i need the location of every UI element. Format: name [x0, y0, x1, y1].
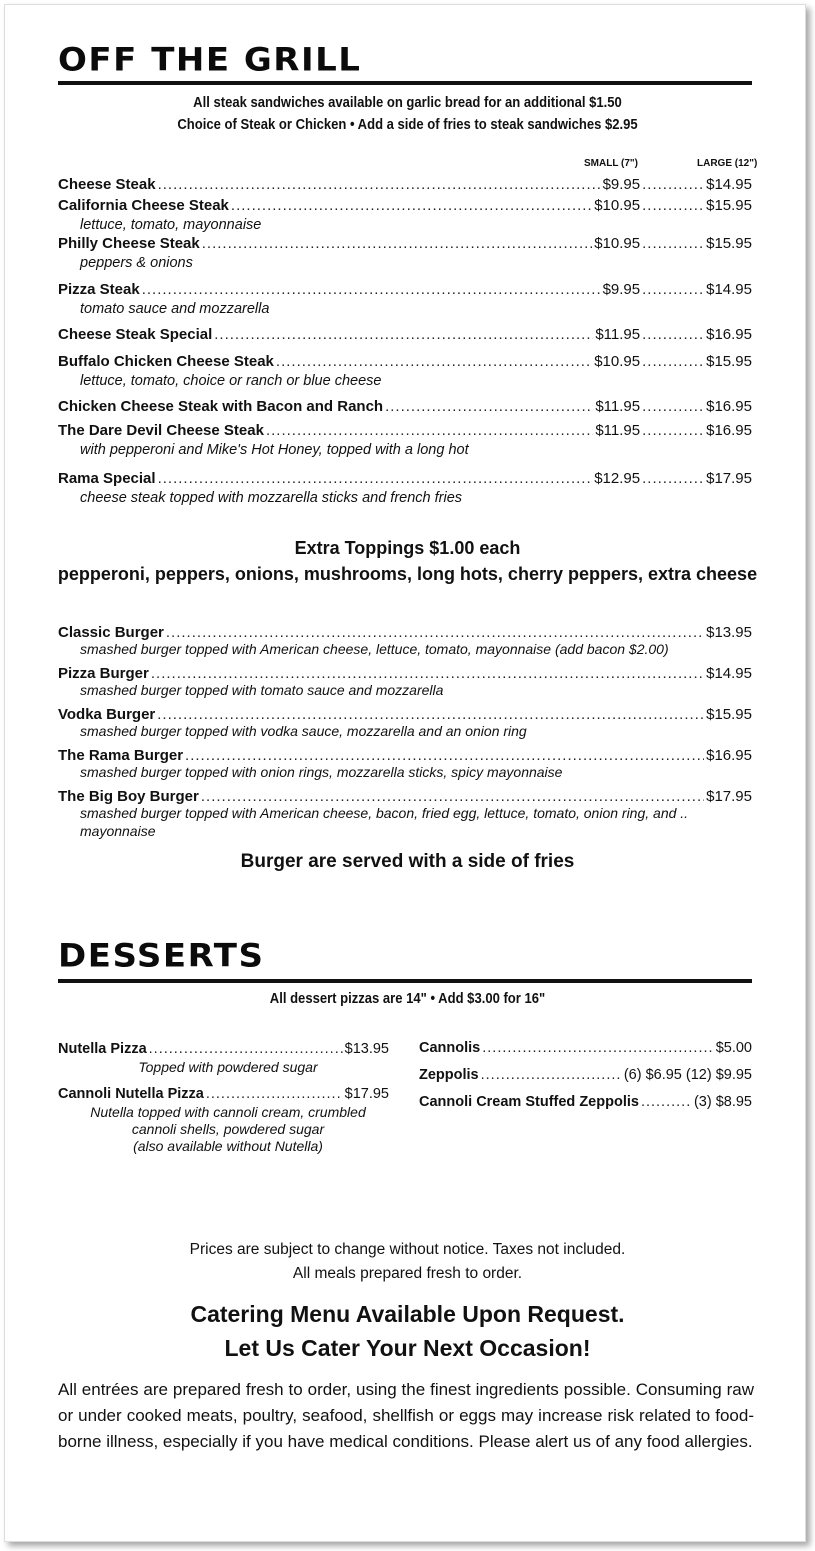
dessert-item-name: Zeppolis [419, 1067, 479, 1083]
grill-item-row [58, 353, 752, 370]
grill-item-small-price: $10.95 [594, 197, 641, 214]
grill-item-small-price: $11.95 [595, 398, 641, 415]
grill-item-name: The Dare Devil Cheese Steak [58, 422, 264, 439]
grill-item-row [58, 281, 752, 298]
dot-leader [166, 624, 704, 641]
grill-item-small-price: $10.95 [594, 235, 641, 252]
grill-item-large-price: $15.95 [706, 197, 752, 214]
burger-item-price: $14.95 [706, 665, 752, 682]
fresh-note: All meals prepared fresh to order. [292, 1265, 523, 1282]
dot-leader [157, 706, 704, 723]
dot-leader [642, 422, 704, 439]
dot-leader [642, 197, 704, 214]
desserts-title: DESSERTS [58, 937, 265, 975]
dessert-item-description: (also available without Nutella) [133, 1138, 323, 1154]
burger-item-price: $13.95 [706, 624, 752, 641]
dot-leader [642, 281, 704, 298]
grill-item-small-price: $12.95 [594, 470, 641, 487]
dessert-item-description: cannoli shells, powdered sugar [131, 1121, 325, 1137]
burger-item-row [58, 706, 752, 723]
grill-item-name: Cheese Steak Special [58, 326, 213, 343]
dot-leader [142, 281, 601, 298]
grill-item-name: California Cheese Steak [58, 197, 229, 214]
grill-item-description: lettuce, tomato, mayonnaise [80, 217, 262, 233]
size-small-header: SMALL (7") [584, 158, 638, 169]
prices-note: Prices are subject to change without notice. Taxes not included. [189, 1241, 626, 1258]
grill-item-name: Chicken Cheese Steak with Bacon and Ranch [58, 398, 384, 415]
burger-fries-note: Burger are served with a side of fries [240, 851, 575, 872]
burger-item-name: Vodka Burger [58, 706, 156, 723]
dot-leader [385, 398, 593, 415]
grill-item-name: Buffalo Chicken Cheese Steak [58, 353, 274, 370]
burger-item-row [58, 624, 752, 641]
burger-item-name: The Rama Burger [58, 747, 184, 764]
dessert-item-name: Cannoli Cream Stuffed Zeppolis [419, 1094, 639, 1110]
dot-leader [214, 326, 593, 343]
dot-leader [202, 235, 592, 252]
toppings-title: Extra Toppings $1.00 each [294, 538, 521, 558]
dot-leader [642, 176, 704, 193]
dot-leader [642, 398, 704, 415]
dessert-item-description: Topped with powdered sugar [138, 1059, 318, 1075]
dot-leader [641, 1094, 692, 1110]
grill-item-name: Cheese Steak [58, 176, 156, 193]
dessert-item-row [419, 1094, 752, 1110]
grill-item-large-price: $14.95 [706, 281, 752, 298]
burger-item-name: The Big Boy Burger [58, 788, 199, 805]
dot-leader [231, 197, 592, 214]
dot-leader [481, 1067, 622, 1083]
dessert-item-price: $5.00 [715, 1040, 752, 1056]
burger-item-description: smashed burger topped with vodka sauce, mozzarella and an onion ring [80, 723, 527, 739]
grill-item-small-price: $10.95 [594, 353, 641, 370]
grill-item-description: lettuce, tomato, choice or ranch or blue cheese [80, 373, 382, 389]
grill-item-row [58, 326, 752, 343]
grill-item-small-price: $9.95 [602, 281, 641, 298]
dot-leader [201, 788, 704, 805]
dessert-item-name: Cannolis [419, 1040, 481, 1056]
dot-leader [276, 353, 592, 370]
grill-title: OFF THE GRILL [58, 41, 362, 79]
burger-item-price: $16.95 [706, 747, 752, 764]
burger-item-row [58, 747, 752, 764]
grill-item-large-price: $16.95 [706, 326, 752, 343]
dessert-item-price: $17.95 [344, 1086, 389, 1102]
grill-item-large-price: $15.95 [706, 235, 752, 252]
burger-item-price: $15.95 [706, 706, 752, 723]
dessert-item-row [419, 1040, 752, 1056]
dessert-item-name: Cannoli Nutella Pizza [58, 1086, 204, 1102]
dot-leader [149, 1041, 343, 1057]
grill-item-small-price: $11.95 [595, 326, 641, 343]
dot-leader [642, 235, 704, 252]
burger-item-description-cont: mayonnaise [80, 823, 156, 839]
dot-leader [206, 1086, 343, 1102]
burger-item-price: $17.95 [706, 788, 752, 805]
burger-item-description: smashed burger topped with onion rings, mozzarella sticks, spicy mayonnaise [80, 764, 563, 780]
catering-line-1: Catering Menu Available Upon Request. [190, 1301, 625, 1327]
grill-note-fries: Choice of Steak or Chicken • Add a side of fries to steak sandwiches $2.95 [177, 117, 638, 133]
grill-item-description: cheese steak topped with mozzarella sticks and french fries [80, 490, 463, 506]
dessert-item-description: Nutella topped with cannoli cream, crumbled [90, 1104, 366, 1120]
dot-leader [642, 470, 704, 487]
dot-leader [185, 747, 704, 764]
grill-item-name: Philly Cheese Steak [58, 235, 200, 252]
dot-leader [642, 353, 704, 370]
grill-divider [58, 81, 752, 85]
grill-item-large-price: $14.95 [706, 176, 752, 193]
burger-item-name: Classic Burger [58, 624, 164, 641]
catering-line-2: Let Us Cater Your Next Occasion! [224, 1335, 591, 1361]
grill-item-row [58, 422, 752, 439]
grill-item-small-price: $9.95 [602, 176, 641, 193]
dessert-item-price: $13.95 [344, 1041, 389, 1057]
grill-item-name: Rama Special [58, 470, 156, 487]
grill-item-row [58, 470, 752, 487]
dessert-item-row [58, 1086, 389, 1102]
burger-item-name: Pizza Burger [58, 665, 149, 682]
dessert-item-price: (3) $8.95 [693, 1094, 752, 1110]
grill-item-large-price: $15.95 [706, 353, 752, 370]
dot-leader [642, 326, 704, 343]
burger-item-description: smashed burger topped with American cheese, bacon, fried egg, lettuce, tomato, onion ring, and .. [80, 805, 689, 821]
grill-item-description: with pepperoni and Mike's Hot Honey, topped with a long hot [80, 442, 469, 458]
grill-item-name: Pizza Steak [58, 281, 140, 298]
toppings-list: pepperoni, peppers, onions, mushrooms, long hots, cherry peppers, extra cheese [57, 564, 758, 584]
burger-item-row [58, 665, 752, 682]
grill-item-row [58, 197, 752, 214]
grill-note-garlic-bread: All steak sandwiches available on garlic bread for an additional $1.50 [193, 95, 622, 111]
grill-item-row [58, 398, 752, 415]
dot-leader [151, 665, 704, 682]
burger-item-description: smashed burger topped with American cheese, lettuce, tomato, mayonnaise (add bacon $2.00) [80, 641, 669, 657]
dot-leader [158, 176, 601, 193]
grill-item-row [58, 235, 752, 252]
burger-item-description: smashed burger topped with tomato sauce and mozzarella [80, 682, 444, 698]
dot-leader [158, 470, 593, 487]
burger-item-row [58, 788, 752, 805]
desserts-divider [58, 979, 752, 983]
dot-leader [482, 1040, 713, 1056]
dessert-item-row [58, 1041, 389, 1057]
grill-item-small-price: $11.95 [595, 422, 641, 439]
grill-item-large-price: $16.95 [706, 398, 752, 415]
dessert-item-row [419, 1067, 752, 1083]
dot-leader [266, 422, 593, 439]
food-safety-disclaimer: All entrées are prepared fresh to order, using the finest ingredients possible. Consuming raw or under cooked meats, poultry, seafood, shellfish or eggs may increase risk related to food-borne illness, especially if you have medical conditions. Please alert us of any food allergies. [58, 1380, 754, 1451]
grill-item-description: tomato sauce and mozzarella [80, 301, 270, 317]
dessert-item-name: Nutella Pizza [58, 1041, 147, 1057]
grill-item-large-price: $16.95 [706, 422, 752, 439]
grill-item-row [58, 176, 752, 193]
grill-item-description: peppers & onions [80, 255, 193, 271]
dessert-item-price: (6) $6.95 (12) $9.95 [623, 1067, 752, 1083]
grill-item-large-price: $17.95 [706, 470, 752, 487]
size-large-header: LARGE (12") [697, 158, 758, 169]
desserts-note: All dessert pizzas are 14" • Add $3.00 for 16" [269, 991, 546, 1007]
